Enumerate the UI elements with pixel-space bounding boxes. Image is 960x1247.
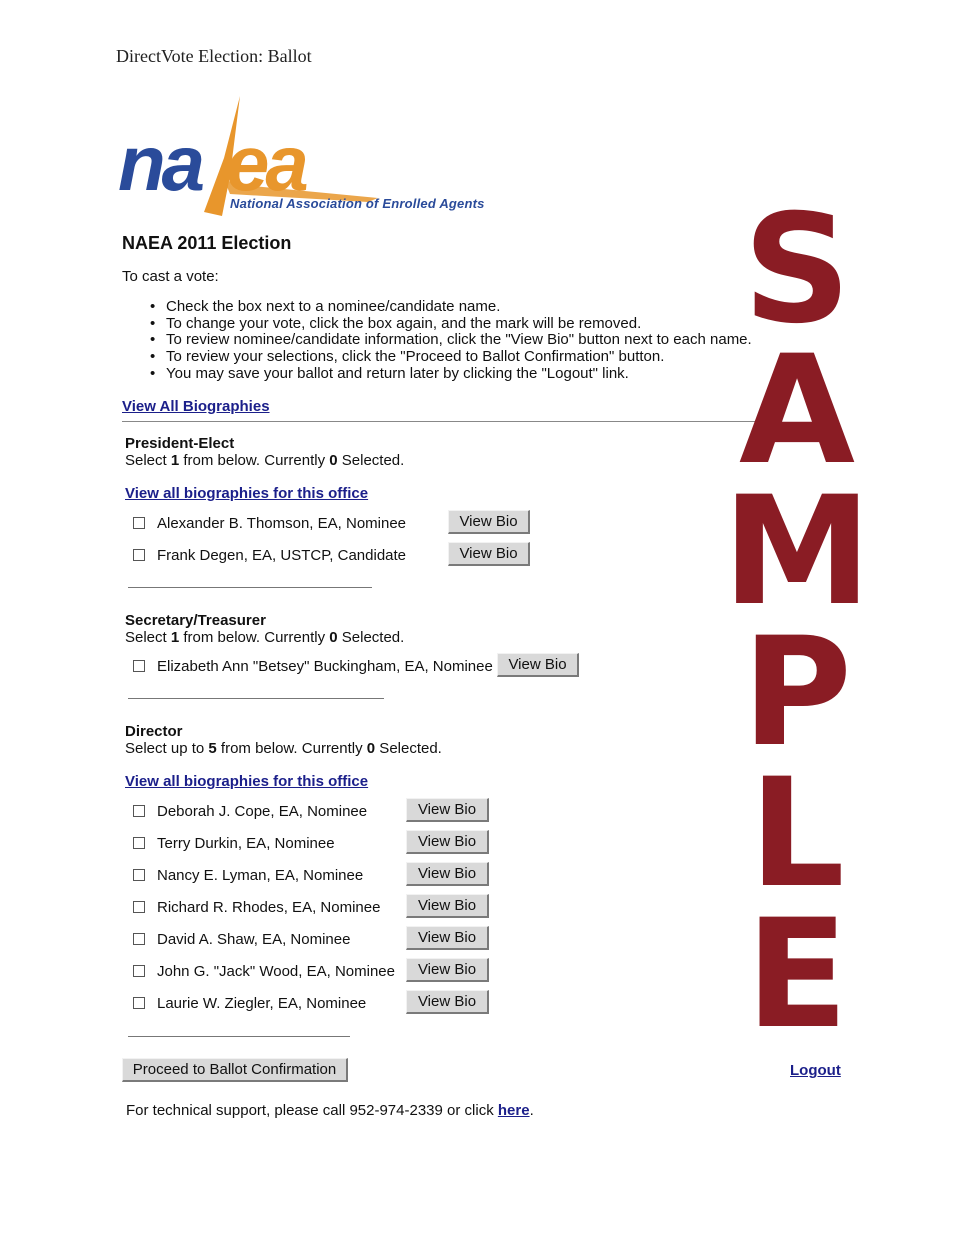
- office-title-president-elect: President-Elect: [125, 435, 235, 452]
- candidate-row: [133, 863, 363, 887]
- candidate-row: [133, 654, 493, 678]
- watermark-letter: E: [745, 888, 849, 1062]
- instruction-item: • To review nominee/candidate information, click the "View Bio" button next to each name.: [150, 332, 752, 349]
- candidate-checkbox[interactable]: [133, 837, 145, 849]
- watermark-letter: S: [742, 183, 852, 357]
- candidate-checkbox[interactable]: [133, 517, 145, 529]
- view-bio-button[interactable]: View Bio: [406, 894, 489, 918]
- candidate-name: Alexander B. Thomson, EA, Nominee: [157, 514, 407, 532]
- candidate-row: [133, 959, 395, 983]
- candidate-name: Richard R. Rhodes, EA, Nominee: [157, 898, 381, 916]
- proceed-to-confirmation-button[interactable]: Proceed to Ballot Confirmation: [122, 1058, 348, 1082]
- instruction-item: • You may save your ballot and return later by clicking the "Logout" link.: [150, 366, 752, 383]
- instructions-list: [150, 299, 752, 383]
- office-instructions: Select 1 from below. Currently 0 Selected.: [125, 452, 405, 469]
- office-title-secretary-treasurer: Secretary/Treasurer: [125, 612, 266, 629]
- candidate-name: Deborah J. Cope, EA, Nominee: [157, 802, 368, 820]
- candidate-checkbox[interactable]: [133, 549, 145, 561]
- candidate-row: [133, 895, 380, 919]
- view-bio-button[interactable]: View Bio: [406, 926, 489, 950]
- candidate-name: Terry Durkin, EA, Nominee: [157, 834, 335, 852]
- candidate-checkbox[interactable]: [133, 997, 145, 1009]
- section-divider: [128, 698, 384, 699]
- candidate-checkbox[interactable]: [133, 965, 145, 977]
- view-bio-button[interactable]: View Bio: [406, 830, 489, 854]
- candidate-checkbox[interactable]: [133, 901, 145, 913]
- candidate-row: [133, 511, 406, 535]
- candidate-name: Elizabeth Ann "Betsey" Buckingham, EA, Nominee: [157, 657, 493, 675]
- view-bio-button[interactable]: View Bio: [448, 510, 530, 534]
- support-text: For technical support, please call 952-974-2339 or click: [126, 1102, 498, 1119]
- candidate-name: Laurie W. Ziegler, EA, Nominee: [157, 994, 367, 1012]
- watermark-letter: M: [722, 465, 872, 639]
- watermark-letter: L: [749, 747, 845, 921]
- candidate-name: Frank Degen, EA, USTCP, Candidate: [157, 546, 407, 564]
- view-office-biographies-link[interactable]: View all biographies for this office: [125, 485, 369, 502]
- svg-text:na: na: [118, 119, 202, 207]
- view-bio-button[interactable]: View Bio: [497, 653, 579, 677]
- candidate-row: [133, 831, 335, 855]
- support-here-link[interactable]: here: [497, 1102, 530, 1119]
- view-bio-button[interactable]: View Bio: [448, 542, 530, 566]
- office-instructions: Select 1 from below. Currently 0 Selected.: [125, 629, 405, 646]
- view-all-biographies-link[interactable]: View All Biographies: [122, 398, 270, 415]
- view-bio-button[interactable]: View Bio: [406, 958, 489, 982]
- support-footer: For technical support, please call 952-974-2339 or click here.: [126, 1102, 534, 1119]
- divider: [122, 421, 762, 422]
- intro-text: To cast a vote:: [122, 268, 219, 285]
- naea-logo: [118, 94, 498, 224]
- document-title: DirectVote Election: Ballot: [116, 46, 312, 66]
- office-instructions: Select up to 5 from below. Currently 0 Selected.: [125, 740, 442, 757]
- logo-tagline: National Association of Enrolled Agents: [230, 196, 485, 211]
- instruction-item: • To review your selections, click the "Proceed to Ballot Confirmation" button.: [150, 349, 752, 366]
- section-divider: [128, 587, 372, 588]
- candidate-row: [133, 799, 367, 823]
- view-bio-button[interactable]: View Bio: [406, 862, 489, 886]
- candidate-name: John G. "Jack" Wood, EA, Nominee: [157, 962, 395, 980]
- watermark-letter: P: [742, 606, 852, 780]
- svg-text:ea: ea: [226, 119, 305, 207]
- section-divider: [128, 1036, 350, 1037]
- candidate-checkbox[interactable]: [133, 869, 145, 881]
- candidate-checkbox[interactable]: [133, 933, 145, 945]
- instruction-item: • To change your vote, click the box again, and the mark will be removed.: [150, 316, 752, 333]
- candidate-row: [133, 927, 350, 951]
- watermark-letter: A: [738, 324, 856, 498]
- candidate-row: [133, 543, 406, 567]
- logout-link[interactable]: Logout: [790, 1062, 841, 1079]
- candidate-checkbox[interactable]: [133, 805, 145, 817]
- candidate-row: [133, 991, 366, 1015]
- candidate-name: Nancy E. Lyman, EA, Nominee: [157, 866, 364, 884]
- instruction-item: • Check the box next to a nominee/candidate name.: [150, 299, 752, 316]
- sample-watermark: [712, 183, 882, 1062]
- view-bio-button[interactable]: View Bio: [406, 990, 489, 1014]
- candidate-name: David A. Shaw, EA, Nominee: [157, 930, 351, 948]
- candidate-checkbox[interactable]: [133, 660, 145, 672]
- office-title-director: Director: [125, 723, 183, 740]
- election-heading: NAEA 2011 Election: [122, 233, 292, 253]
- view-bio-button[interactable]: View Bio: [406, 798, 489, 822]
- view-office-biographies-link[interactable]: View all biographies for this office: [125, 773, 369, 790]
